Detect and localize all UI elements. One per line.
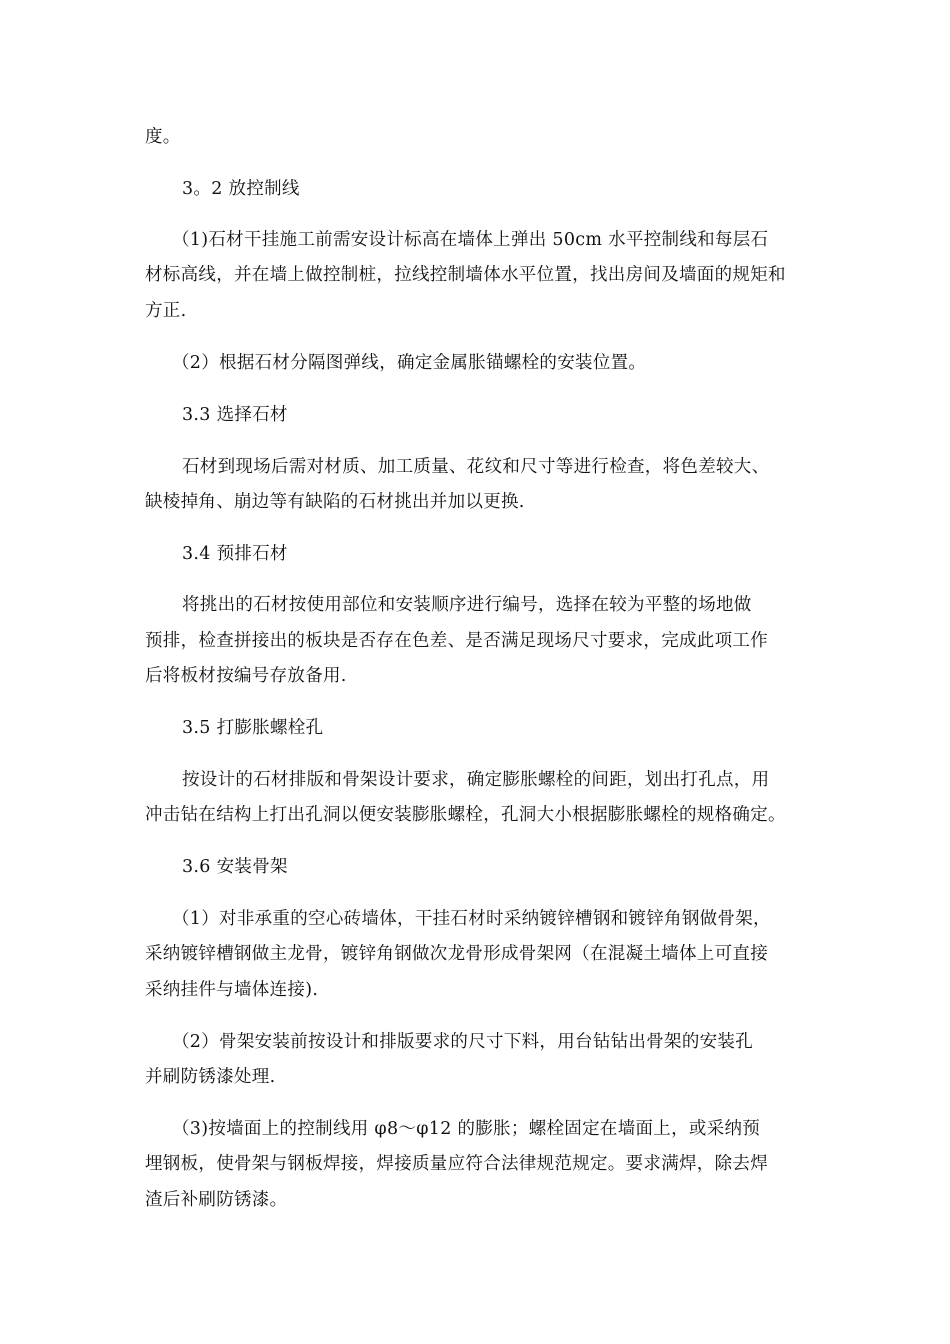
text-line-16: 冲击钻在结构上打出孔洞以便安装膨胀螺栓，孔洞大小根据膨胀螺栓的规格确定。 bbox=[145, 805, 786, 825]
text-line-23: （3)按墙面上的控制线用 φ8～φ12 的膨胀；螺栓固定在墙面上，或采纳预 bbox=[172, 1119, 761, 1139]
text-line-15: 按设计的石材排版和骨架设计要求，确定膨胀螺栓的间距，划出打孔点，用 bbox=[182, 770, 770, 790]
text-line-18: （1）对非承重的空心砖墙体，干挂石材时采纳镀锌槽钢和镀锌角钢做骨架， bbox=[172, 909, 771, 929]
text-line-21: （2）骨架安装前按设计和排版要求的尺寸下料，用台钻钻出骨架的安装孔 bbox=[172, 1032, 754, 1052]
text-line-4: 材标高线，并在墙上做控制桩，拉线控制墙体水平位置，找出房间及墙面的规矩和 bbox=[145, 265, 786, 285]
section-heading-3-3: 3.3 选择石材 bbox=[182, 405, 288, 425]
text-line-12: 预排，检查拼接出的板块是否存在色差、是否满足现场尺寸要求，完成此项工作 bbox=[145, 631, 768, 651]
text-line-5: 方正. bbox=[145, 301, 187, 321]
section-heading-3-2: 3。2 放控制线 bbox=[182, 179, 300, 199]
text-line-3: （1)石材干挂施工前需安设计标高在墙体上弹出 50cm 水平控制线和每层石 bbox=[172, 230, 769, 250]
text-line-13: 后将板材按编号存放备用. bbox=[145, 666, 347, 686]
text-line-22: 并刷防锈漆处理. bbox=[145, 1067, 276, 1087]
section-heading-3-5: 3.5 打膨胀螺栓孔 bbox=[182, 718, 324, 738]
text-line-1: 度。 bbox=[145, 127, 181, 147]
section-heading-3-6: 3.6 安装骨架 bbox=[182, 857, 288, 877]
text-line-8: 石材到现场后需对材质、加工质量、花纹和尺寸等进行检查，将色差较大、 bbox=[182, 457, 770, 477]
text-line-25: 渣后补刷防锈漆。 bbox=[145, 1190, 288, 1210]
section-heading-3-4: 3.4 预排石材 bbox=[182, 544, 288, 564]
text-line-6: （2）根据石材分隔图弹线，确定金属胀锚螺栓的安装位置。 bbox=[172, 353, 647, 373]
text-line-11: 将挑出的石材按使用部位和安装顺序进行编号，选择在较为平整的场地做 bbox=[182, 595, 752, 615]
text-line-9: 缺棱掉角、崩边等有缺陷的石材挑出并加以更换. bbox=[145, 492, 525, 512]
text-line-19: 采纳镀锌槽钢做主龙骨，镀锌角钢做次龙骨形成骨架网（在混凝土墙体上可直接 bbox=[145, 944, 768, 964]
text-line-20: 采纳挂件与墙体连接). bbox=[145, 980, 319, 1000]
text-line-24: 埋钢板，使骨架与钢板焊接，焊接质量应符合法律规范规定。要求满焊，除去焊 bbox=[145, 1154, 768, 1174]
